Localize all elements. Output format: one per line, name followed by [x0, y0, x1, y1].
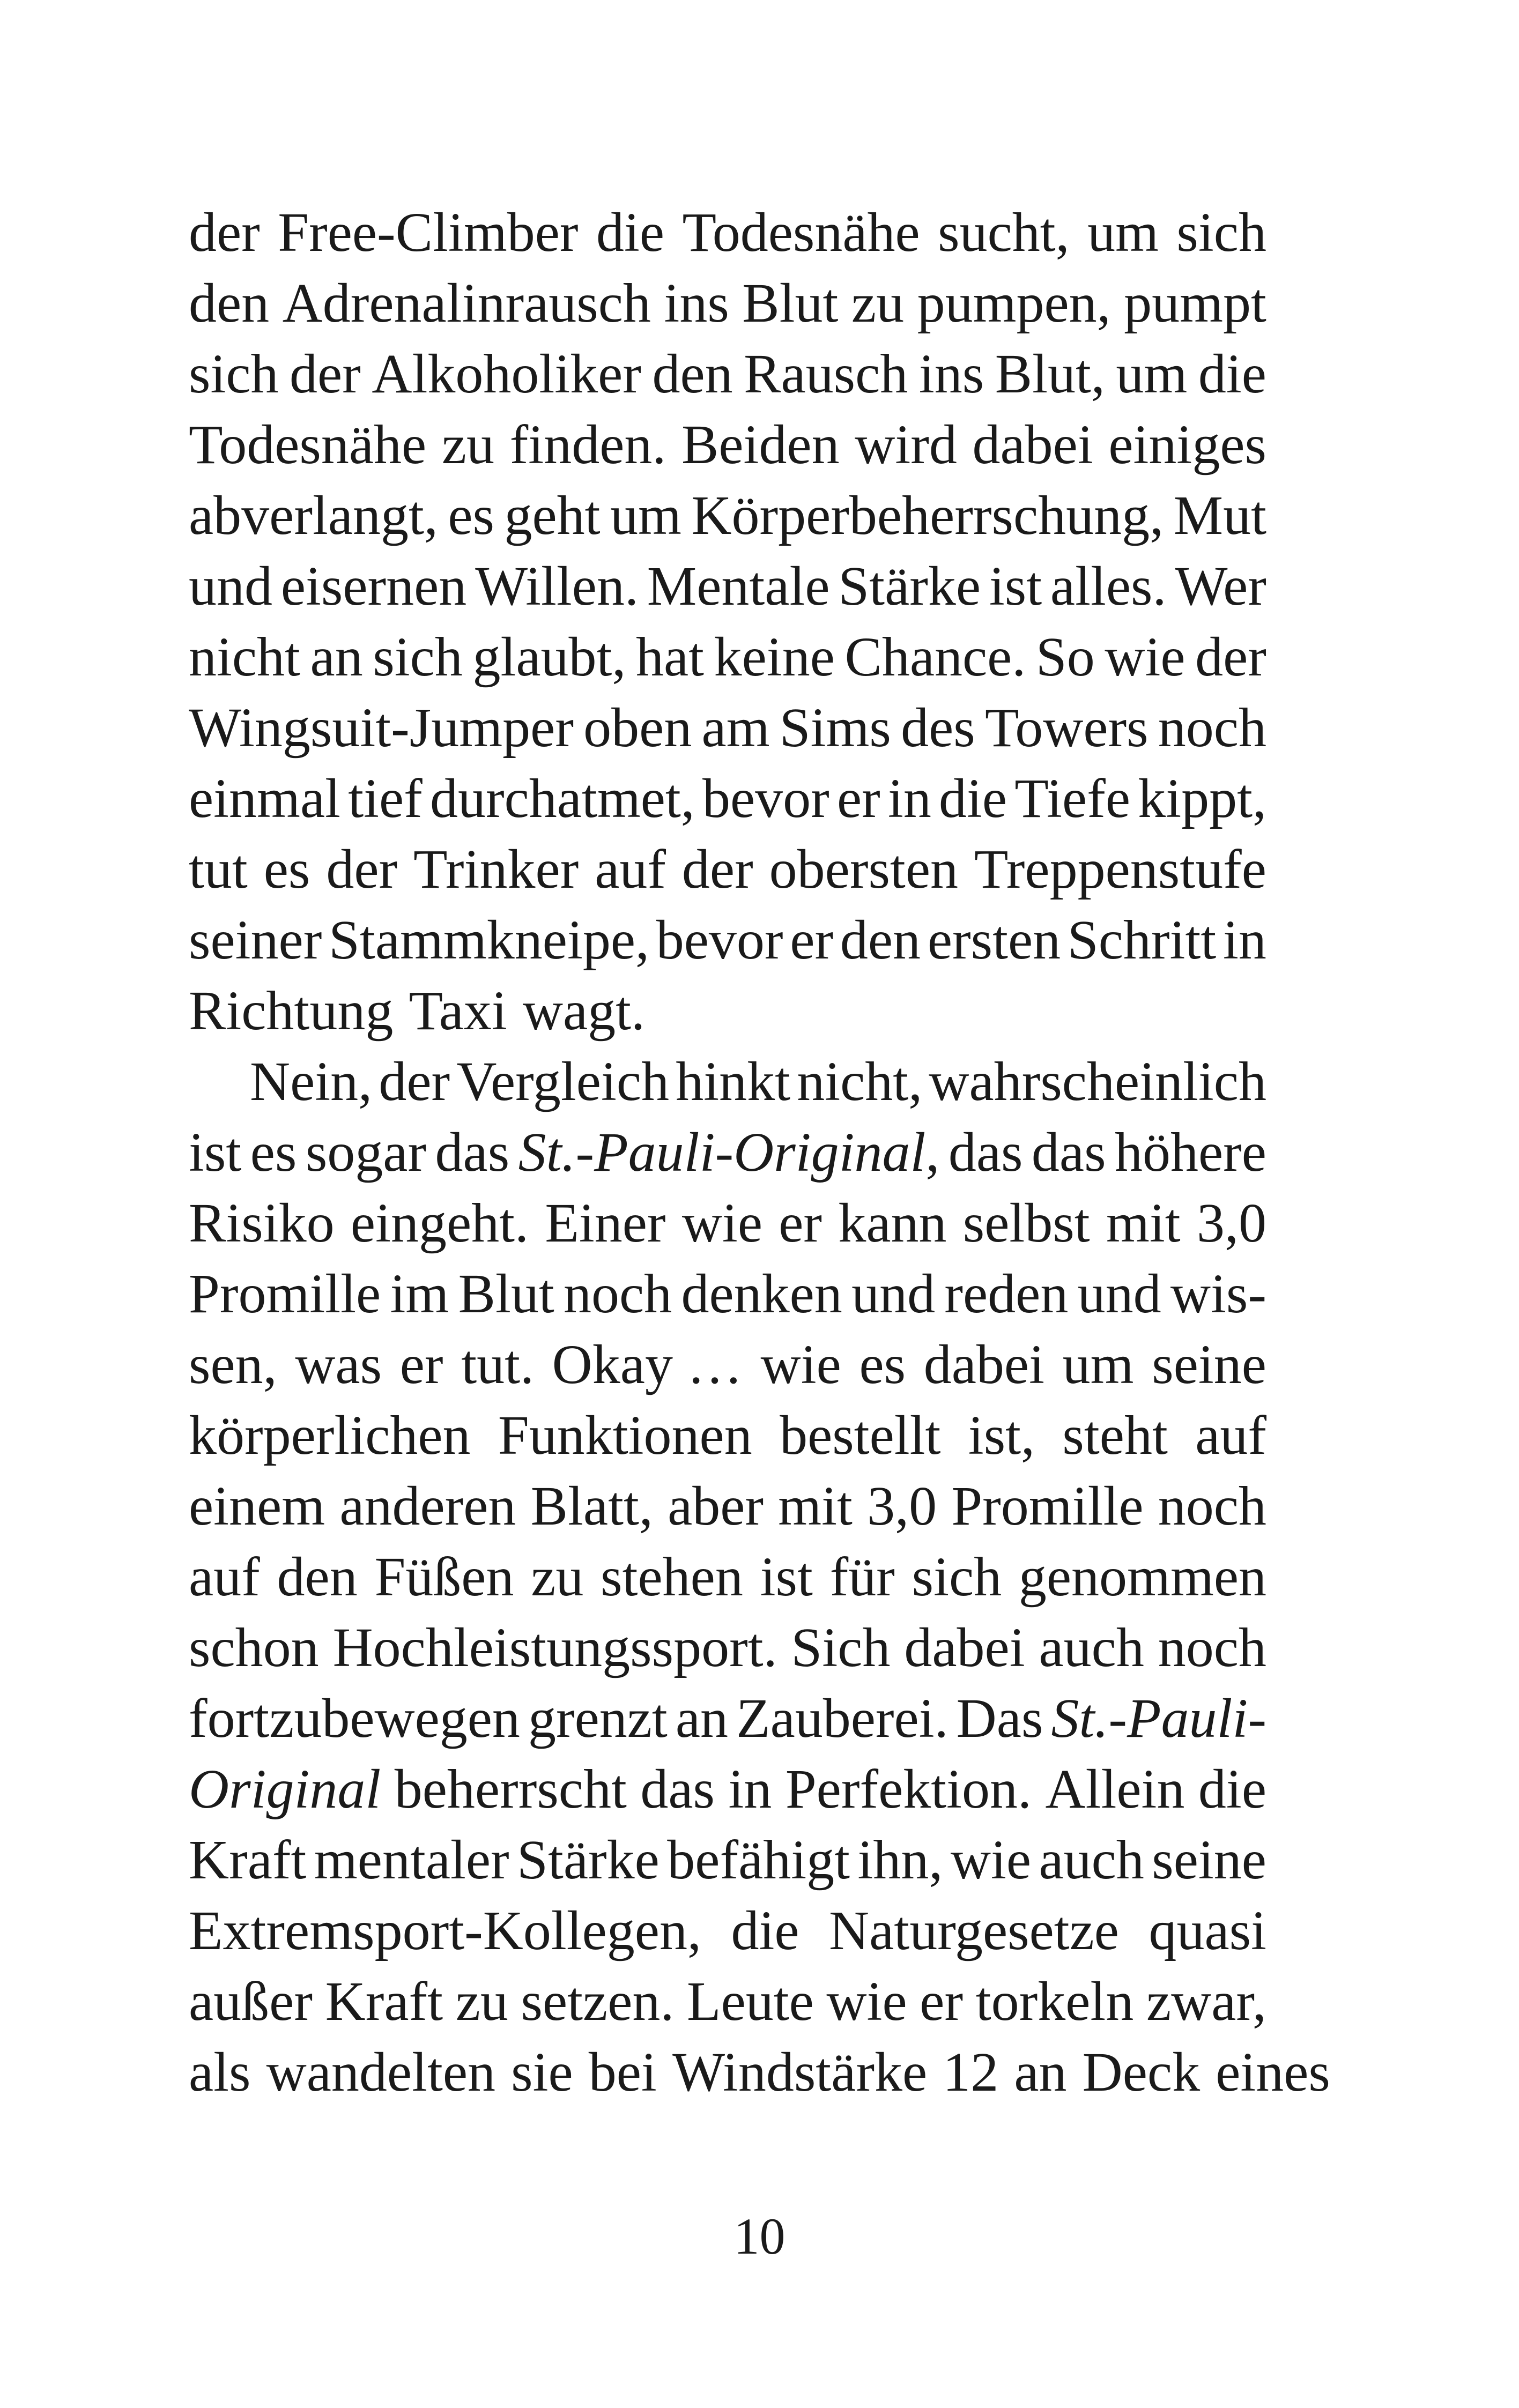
word: sie: [511, 2041, 573, 2103]
word: und: [189, 555, 272, 617]
word: höhere: [1115, 1121, 1266, 1183]
word: eines: [1216, 2041, 1330, 2103]
word: keine: [714, 626, 835, 688]
word: Blut,: [995, 343, 1105, 405]
text-line: [189, 1754, 1266, 1825]
word: zu: [531, 1546, 584, 1608]
text-line: [189, 976, 1266, 1046]
word: Stammkneipe,: [329, 909, 649, 971]
word: einmal: [189, 768, 341, 829]
word: auf: [189, 1546, 260, 1608]
text-line: [189, 1683, 1266, 1754]
word: Risiko: [189, 1192, 335, 1254]
word: an: [310, 626, 363, 688]
word: Zauberei.: [736, 1688, 949, 1749]
word: Todesnähe: [189, 414, 427, 475]
word: reden: [944, 1263, 1069, 1325]
word: ins: [918, 343, 984, 405]
text-line: [189, 1825, 1266, 1896]
word: an: [675, 1688, 729, 1749]
word: alles.: [1050, 555, 1167, 617]
text-line: [189, 1259, 1266, 1329]
word: einem: [189, 1475, 325, 1537]
word: Mut: [1173, 485, 1266, 546]
word: Extremsport-Kollegen,: [189, 1900, 701, 1961]
word: Richtung: [189, 980, 394, 1042]
word: obersten: [769, 838, 958, 900]
word: in: [1223, 909, 1266, 971]
word: am: [701, 697, 770, 759]
word: Todesnähe: [682, 202, 920, 263]
word: befähigt: [667, 1829, 850, 1891]
word: wie: [681, 1192, 762, 1254]
word: ist: [989, 555, 1042, 617]
word: Rausch: [744, 343, 908, 405]
word: dabei: [923, 1334, 1044, 1395]
text-line: [189, 1046, 1266, 1117]
word: in: [887, 768, 931, 829]
word: Kraft: [325, 1971, 443, 2032]
word: bestellt: [780, 1404, 941, 1466]
word: Adrenalinrausch: [282, 272, 651, 334]
word: Füßen: [374, 1546, 514, 1608]
word: Wer: [1175, 555, 1266, 617]
word: abverlangt,: [189, 485, 438, 546]
word: Allein: [1045, 1758, 1185, 1820]
word: Perfektion.: [785, 1758, 1032, 1820]
word: Nein,: [250, 1051, 373, 1112]
word: dabei: [904, 1617, 1025, 1678]
word: er: [790, 909, 834, 971]
text-line: [189, 905, 1266, 976]
word: den: [189, 272, 270, 334]
word: Körperbeherrschung,: [691, 485, 1164, 546]
word: den: [840, 909, 921, 971]
word: Schritt: [1067, 909, 1217, 971]
word: oben: [583, 697, 692, 759]
word: wie: [950, 1829, 1032, 1891]
text-line: [189, 763, 1266, 834]
word: Original: [189, 1758, 381, 1820]
word: sen,: [189, 1334, 277, 1395]
paragraph: [189, 1046, 1330, 2108]
word: Okay …: [552, 1334, 743, 1395]
word: wandelten: [266, 2041, 496, 2103]
word: selbst: [962, 1192, 1090, 1254]
word: ist,: [968, 1404, 1035, 1466]
word: zu: [851, 272, 905, 334]
word: den: [277, 1546, 358, 1608]
word: an: [1014, 2041, 1067, 2103]
word: für: [829, 1546, 895, 1608]
word: bevor: [702, 768, 829, 829]
word: 3,0: [1196, 1192, 1266, 1254]
word: Promille: [189, 1263, 381, 1325]
word: es: [250, 1121, 297, 1183]
word: aber: [668, 1475, 764, 1537]
word: die: [939, 768, 1007, 829]
word: Hochleistungssport.: [332, 1617, 777, 1678]
word: Tiefe: [1014, 768, 1130, 829]
word: sogar: [305, 1121, 427, 1183]
word: einiges: [1108, 414, 1266, 475]
page-number: 10: [733, 2208, 786, 2265]
text-line: [189, 1117, 1266, 1188]
word: 3,0: [867, 1475, 937, 1537]
word: der: [681, 838, 753, 900]
word: hinkt: [676, 1051, 791, 1112]
text-line: [189, 1542, 1266, 1612]
word: als: [189, 2041, 251, 2103]
word: St.-Pauli-: [1051, 1688, 1266, 1749]
word: Das: [956, 1688, 1043, 1749]
word: um: [1087, 202, 1159, 263]
word: genommen: [1018, 1546, 1266, 1608]
word: eingeht.: [350, 1192, 529, 1254]
word: seiner: [189, 909, 322, 971]
word: tut: [189, 838, 248, 900]
word: hat: [635, 626, 705, 688]
word: 12: [943, 2041, 999, 2103]
text-line: [189, 410, 1266, 480]
word: Free-Climber: [278, 202, 579, 263]
word: es: [859, 1334, 906, 1395]
text-line: [189, 551, 1266, 622]
word: auch: [1039, 1829, 1144, 1891]
word: anderen: [339, 1475, 516, 1537]
word: pumpt: [1124, 272, 1266, 334]
paragraph: [189, 197, 1266, 1046]
text-line: [189, 2037, 1330, 2108]
word: wird: [855, 414, 957, 475]
text-line: [189, 1471, 1266, 1542]
word: noch: [1158, 697, 1266, 759]
word: er: [836, 768, 880, 829]
word: fortzubewegen: [189, 1688, 520, 1749]
word: noch: [1158, 1475, 1266, 1537]
word: der: [379, 1051, 450, 1112]
word: Beiden: [681, 414, 840, 475]
word: So: [1035, 626, 1095, 688]
word: geht: [504, 485, 601, 546]
word: ist: [189, 1121, 242, 1183]
word: bei: [588, 2041, 657, 2103]
word: Treppenstufe: [974, 838, 1266, 900]
word: das: [1031, 1121, 1106, 1183]
word: der: [189, 202, 260, 263]
text-line: [189, 622, 1266, 693]
word: St.-Pauli-Original,: [518, 1121, 940, 1183]
word: in: [728, 1758, 772, 1820]
text-line: [189, 1966, 1266, 2037]
word: zu: [441, 414, 495, 475]
word: mit: [778, 1475, 853, 1537]
word: Sich: [791, 1617, 891, 1678]
word: tut.: [461, 1334, 534, 1395]
word: wagt.: [522, 980, 646, 1042]
word: steht: [1062, 1404, 1168, 1466]
word: zwar,: [1146, 1971, 1266, 2032]
text-line: [189, 1188, 1266, 1259]
word: wie: [826, 1971, 907, 2032]
text-line: [189, 1400, 1266, 1471]
word: Taxi: [409, 980, 507, 1042]
word: auf: [595, 838, 666, 900]
word: tief: [348, 768, 423, 829]
word: eisernen: [280, 555, 467, 617]
word: ersten: [927, 909, 1061, 971]
word: stehen: [601, 1546, 743, 1608]
text-line: [189, 1612, 1266, 1683]
word: der: [326, 838, 398, 900]
word: um: [610, 485, 681, 546]
word: Willen.: [475, 555, 639, 617]
word: im: [390, 1263, 449, 1325]
word: Leute: [687, 1971, 814, 2032]
word: Promille: [951, 1475, 1144, 1537]
word: torkeln: [975, 1971, 1134, 2032]
word: und: [851, 1263, 936, 1325]
word: die: [1198, 1758, 1266, 1820]
word: des: [901, 697, 975, 759]
word: Funktionen: [498, 1404, 752, 1466]
word: er: [779, 1192, 823, 1254]
word: quasi: [1148, 1900, 1266, 1961]
word: das: [948, 1121, 1023, 1183]
word: wie: [1105, 626, 1185, 688]
text-line: [189, 480, 1266, 551]
word: das: [640, 1758, 715, 1820]
word: seine: [1152, 1829, 1266, 1891]
word: außer: [189, 1971, 313, 2032]
word: um: [1062, 1334, 1134, 1395]
word: Blatt,: [530, 1475, 653, 1537]
word: Naturgesetze: [829, 1900, 1119, 1961]
word: Stärke: [838, 555, 981, 617]
word: sich: [912, 1546, 1002, 1608]
word: Windstärke: [672, 2041, 928, 2103]
word: es: [263, 838, 310, 900]
word: die: [596, 202, 665, 263]
word: Einer: [545, 1192, 666, 1254]
word: Blut: [458, 1263, 554, 1325]
word: es: [448, 485, 495, 546]
word: seine: [1152, 1334, 1266, 1395]
word: um: [1116, 343, 1188, 405]
word: kann: [838, 1192, 947, 1254]
word: und: [1077, 1263, 1161, 1325]
word: schon: [189, 1617, 319, 1678]
word: beherrscht: [394, 1758, 627, 1820]
text-line: [189, 693, 1266, 763]
word: Towers: [984, 697, 1148, 759]
word: auf: [1195, 1404, 1266, 1466]
text-line: [189, 1329, 1266, 1400]
word: der: [1195, 626, 1266, 688]
word: noch: [564, 1263, 672, 1325]
text-line: [189, 197, 1266, 268]
word: noch: [1158, 1617, 1266, 1678]
word: sich: [189, 343, 279, 405]
word: wis-: [1170, 1263, 1266, 1325]
word: pumpen,: [917, 272, 1111, 334]
word: Alkoholiker: [372, 343, 641, 405]
word: ins: [664, 272, 729, 334]
word: glaubt,: [472, 626, 626, 688]
word: Blut: [742, 272, 839, 334]
word: die: [1198, 343, 1266, 405]
body-text: [189, 197, 1330, 2108]
word: durchatmet,: [429, 768, 695, 829]
word: der: [290, 343, 361, 405]
word: wie: [760, 1334, 841, 1395]
word: sucht,: [938, 202, 1070, 263]
word: Stärke: [517, 1829, 660, 1891]
word: er: [920, 1971, 964, 2032]
word: nicht: [189, 626, 300, 688]
word: mit: [1106, 1192, 1181, 1254]
word: das: [435, 1121, 510, 1183]
text-line: [189, 1896, 1266, 1966]
word: sich: [1176, 202, 1266, 263]
word: Chance.: [844, 626, 1026, 688]
word: finden.: [509, 414, 666, 475]
word: den: [652, 343, 733, 405]
word: er: [399, 1334, 443, 1395]
word: Wingsuit-Jumper: [189, 697, 574, 759]
word: Trinker: [413, 838, 579, 900]
word: was: [295, 1334, 382, 1395]
word: ihn,: [857, 1829, 943, 1891]
word: Mentale: [647, 555, 830, 617]
word: denken: [681, 1263, 842, 1325]
word: zu: [455, 1971, 508, 2032]
word: setzen.: [521, 1971, 675, 2032]
word: ist: [760, 1546, 813, 1608]
word: mentaler: [314, 1829, 509, 1891]
word: auch: [1039, 1617, 1144, 1678]
word: wahrscheinlich: [929, 1051, 1266, 1112]
word: die: [731, 1900, 799, 1961]
word: Vergleich: [456, 1051, 670, 1112]
text-line: [189, 268, 1266, 339]
word: Deck: [1082, 2041, 1201, 2103]
word: Kraft: [189, 1829, 307, 1891]
word: Sims: [779, 697, 891, 759]
word: nicht,: [797, 1051, 923, 1112]
word: grenzt: [528, 1688, 668, 1749]
text-line: [189, 339, 1266, 410]
word: sich: [373, 626, 463, 688]
word: dabei: [972, 414, 1093, 475]
word: bevor: [656, 909, 783, 971]
text-line: [189, 834, 1266, 905]
word: körperlichen: [189, 1404, 471, 1466]
word: kippt,: [1138, 768, 1266, 829]
